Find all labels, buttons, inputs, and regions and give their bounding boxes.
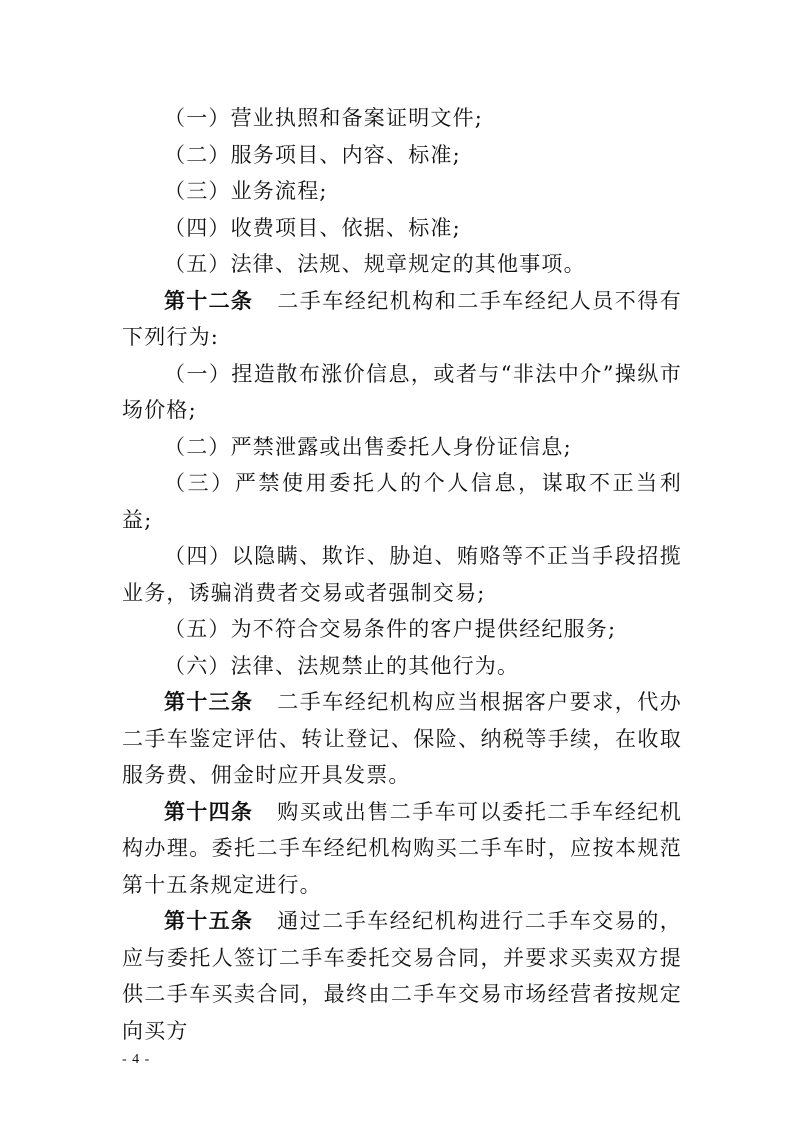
list-item: （四）收费项目、依据、标准; (164, 215, 461, 240)
body-text (122, 100, 682, 1049)
article-paragraph (122, 903, 682, 1049)
list-item: （二）严禁泄露或出售委托人身份证信息; (164, 434, 572, 459)
article-body: 通过二手车经纪机构进行二手车交易的，应与委托人签订二手车委托交易合同，并要求买卖双方提供二手车买卖合同，最终由二手车交易市场经营者按规定向买方 (122, 909, 682, 1043)
list-item: （一）营业执照和备案证明文件; (164, 106, 484, 130)
article-body: 购买或出售二手车可以委托二手车经纪机构办理。委托二手车经纪机构购买二手车时，应按本规范第十五条规定进行。 (122, 799, 682, 897)
list-item: （一）捏造散布涨价信息，或者与“非法中介”操纵市场价格; (122, 361, 682, 422)
article-title: 第十三条 (164, 689, 254, 714)
article-paragraph (122, 283, 682, 356)
article-paragraph (122, 684, 682, 794)
list-item: （五）法律、法规、规章规定的其他事项。 (164, 252, 586, 276)
article-title: 第十二条 (164, 287, 254, 313)
page-number: - 4 - (122, 1052, 151, 1067)
list-item: （三）业务流程; (164, 179, 328, 203)
article-title: 第十五条 (164, 908, 254, 933)
article-body: 二手车经纪机构和二手车经纪人员不得有下列行为: (122, 288, 682, 349)
list-item: （四）以隐瞒、欺诈、胁迫、贿赂等不正当手段招揽业务，诱骗消费者交易或者强制交易; (122, 544, 682, 605)
article-body: 二手车经纪机构应当根据客户要求，代办二手车鉴定评估、转让登记、保险、纳税等手续，在收取服务费、佣金时应开具发票。 (122, 690, 682, 787)
article-title: 第十四条 (164, 798, 254, 824)
list-item: （六）法律、法规禁止的其他行为。 (164, 653, 520, 678)
list-item: （三）严禁使用委托人的个人信息，谋取不正当利益; (122, 471, 682, 532)
list-item: （五）为不符合交易条件的客户提供经纪服务; (164, 617, 617, 641)
article-paragraph (122, 794, 682, 904)
list-item: （二）服务项目、内容、标准; (164, 142, 461, 167)
